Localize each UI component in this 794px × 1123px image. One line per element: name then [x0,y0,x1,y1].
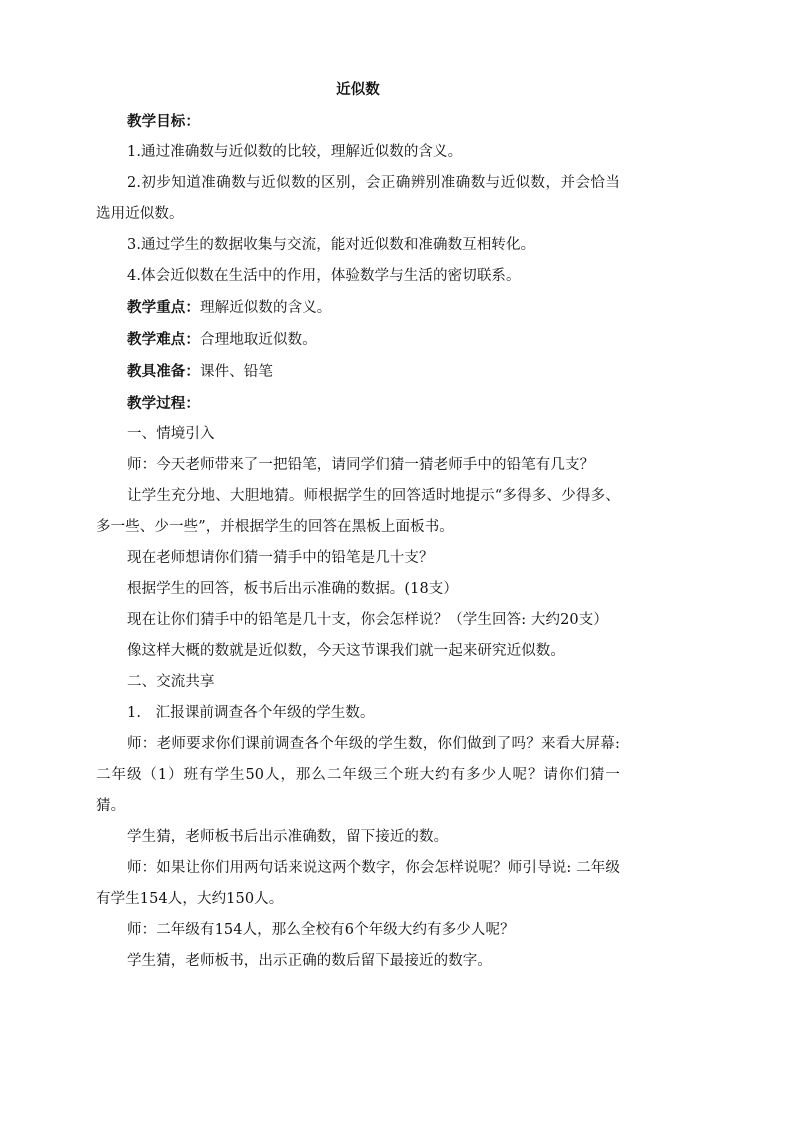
difficulty-line [96,324,620,356]
paragraph: 现在让你们猜手中的铅笔是几十支，你会怎样说？（学生回答: 大约20支） [127,612,608,628]
paragraph: 学生猜，老师板书，出示正确的数后留下最接近的数字。 [127,953,492,969]
difficulty-text: 合理地取近似数。 [200,332,317,348]
section-heading: 一、情境引入 [127,426,215,442]
paragraph: 像这样大概的数就是近似数，今天这节课我们就一起来研究近似数。 [127,643,565,659]
document-title: 近似数 [336,81,380,98]
paragraph: 1. 汇报课前调查各个年级的学生数。 [127,705,375,721]
paragraph: 让学生充分地、大胆地猜。师根据学生的回答适时地提示“多得多、少得多、多一些、少一些”，并根据学生的回答在黑板上面板书。 [96,488,620,535]
process-heading: 教学过程： [127,395,200,412]
paragraph: 师：二年级有154人，那么全校有6个年级大约有多少人呢？ [127,922,515,938]
paragraph: 师：如果让你们用两句话来说这两个数字，你会怎样说呢？师引导说: 二年级有学生154人，大约150人。 [96,860,620,907]
materials-text: 课件、铅笔 [200,364,273,380]
objectives-heading: 教学目标： [127,113,200,130]
section-heading: 二、交流共享 [127,674,215,690]
paragraph: 师：今天老师带来了一把铅笔，请同学们猜一猜老师手中的铅笔有几支？ [127,457,595,473]
paragraph: 师：老师要求你们课前调查各个年级的学生数，你们做到了吗？来看大屏幕: 二年级（1）班有学生50人，那么二年级三个班大约有多少人呢？请你们猜一猜。 [96,736,620,814]
difficulty-label: 教学难点： [127,331,200,348]
key-point-label: 教学重点： [127,299,200,316]
paragraph: 现在老师想请你们猜一猜手中的铅笔是几十支？ [127,550,434,566]
objective-item: 1.通过准确数与近似数的比较，理解近似数的含义。 [127,144,463,160]
paragraph: 根据学生的回答，板书后出示准确的数据。(18支） [127,581,459,597]
materials-label: 教具准备： [127,363,200,380]
materials-line [96,356,620,388]
key-point-line [96,292,620,324]
paragraph: 学生猜，老师板书后出示准确数，留下接近的数。 [127,829,449,845]
key-point-text: 理解近似数的含义。 [200,300,332,316]
objective-item: 2.初步知道准确数与近似数的区别，会正确辨别准确数与近似数，并会恰当选用近似数。 [96,175,620,222]
objective-item: 3.通过学生的数据收集与交流，能对近似数和准确数互相转化。 [127,237,536,253]
objective-item: 4.体会近似数在生活中的作用，体验数学与生活的密切联系。 [127,268,521,284]
document-body [96,73,620,977]
